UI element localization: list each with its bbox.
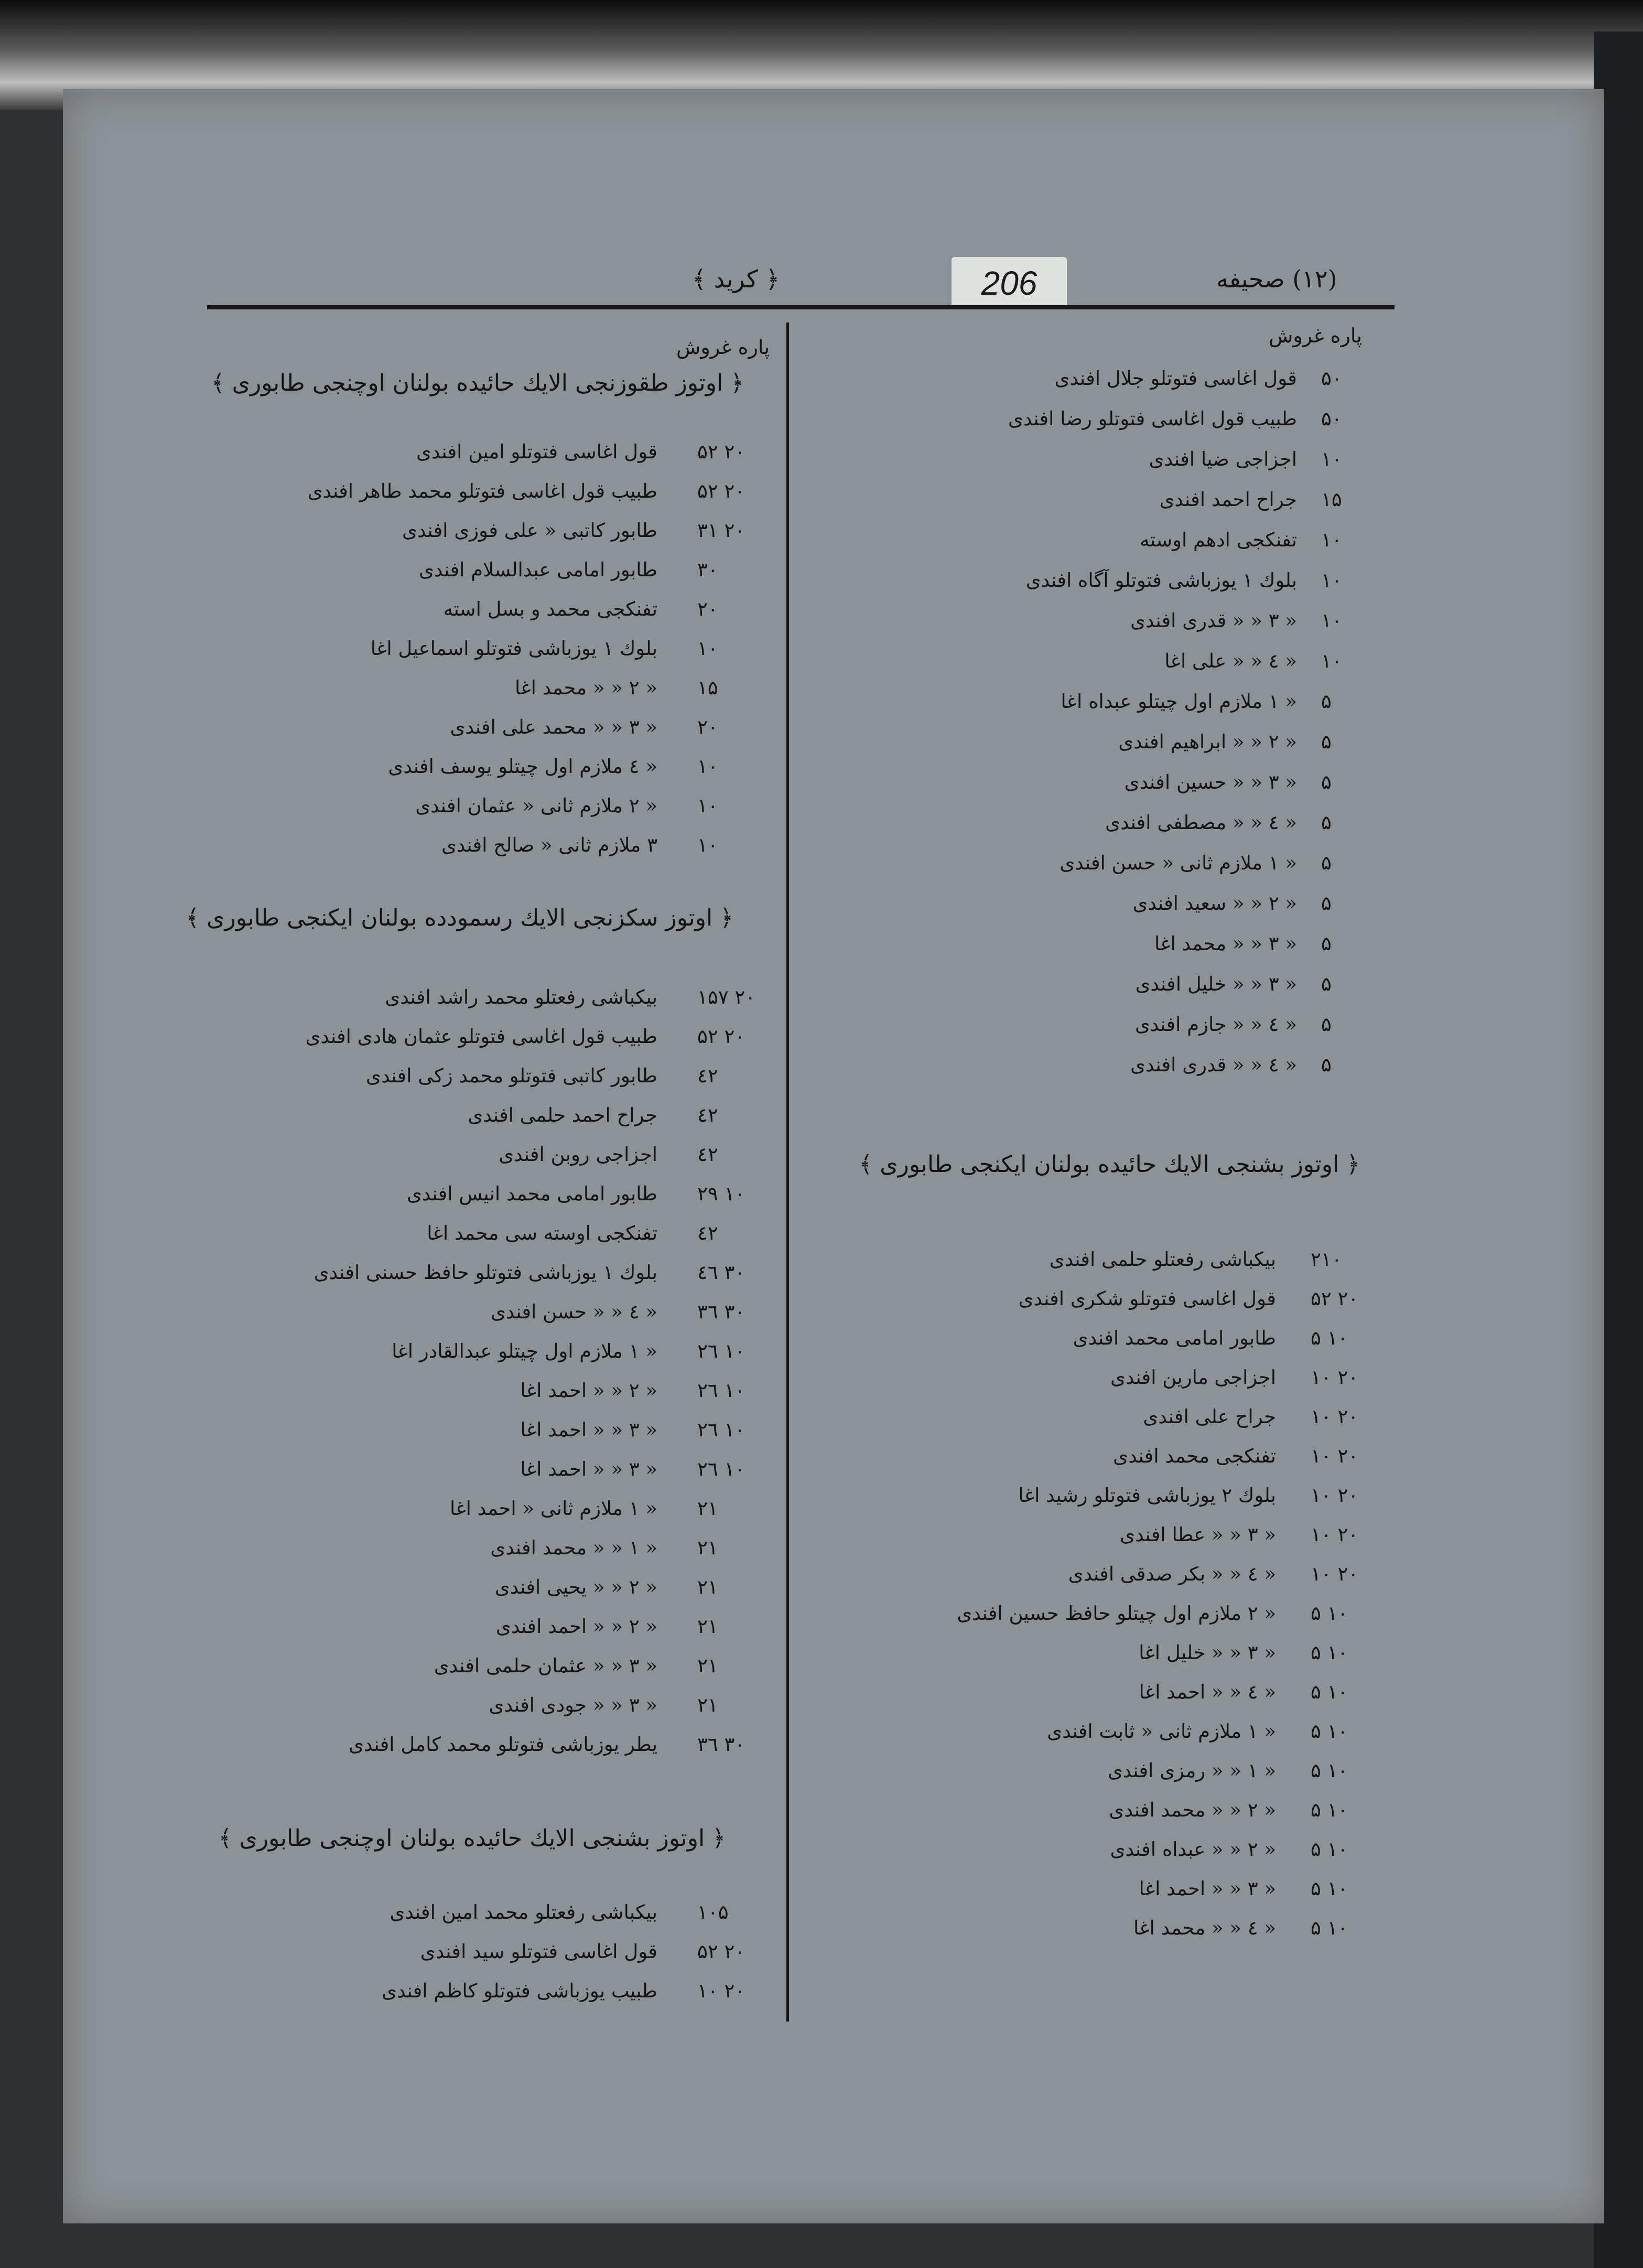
- list-item-name: « ۱ ملازم ثانی « ثابت افندی: [1047, 1720, 1276, 1743]
- list-item-name: جراح احمد حلمی افندی: [468, 1104, 657, 1126]
- list-item-value: ۱۵: [697, 676, 718, 699]
- list-item-value: ۵: [1321, 932, 1332, 955]
- list-item-value: ۲۰ ۱۰: [1311, 1405, 1359, 1428]
- list-item-value: ۱۰: [1321, 609, 1342, 632]
- list-item-value: ۱۰ ۵: [1311, 1327, 1348, 1349]
- list-item-name: جراح علی افندی: [1143, 1405, 1276, 1428]
- list-item-value: ۵: [1321, 973, 1332, 995]
- list-item-value: ۲۰ ۱۰: [1311, 1445, 1359, 1467]
- list-item-value: ۱۰ ۵: [1311, 1641, 1348, 1664]
- list-item-value: ۱۰ ۲٦: [697, 1340, 745, 1362]
- list-item-name: طابور امامی محمد افندی: [1073, 1327, 1276, 1349]
- list-item-value: ۲۰ ۱۰: [1311, 1563, 1359, 1585]
- list-item-value: ۲۰: [697, 598, 718, 620]
- list-item-name: « ٤ « « قدری افندی: [1130, 1054, 1297, 1076]
- list-item-name: « ۳ « « قدری افندی: [1130, 609, 1297, 632]
- list-item-value: ۱۰ ۵: [1311, 1720, 1348, 1743]
- list-item-value: ۳۰: [697, 558, 718, 581]
- list-item-value: ۱۰ ۵: [1311, 1602, 1348, 1625]
- list-item-value: ۵: [1321, 1054, 1332, 1076]
- list-item-name: قول اغاسی فتوتلو امین افندی: [416, 440, 657, 463]
- list-item-name: « ٤ « « مصطفی افندی: [1105, 811, 1297, 834]
- list-item-name: « ۲ ملازم ثانی « عثمان افندی: [415, 794, 657, 817]
- list-item-value: ۲۱۰: [1311, 1248, 1342, 1271]
- list-item-value: ۵: [1321, 1013, 1332, 1036]
- list-item-name: « ٤ « « احمد اغا: [1139, 1681, 1276, 1703]
- list-item-value: ۱۵: [1321, 488, 1342, 511]
- list-item-value: ۵: [1321, 690, 1332, 713]
- list-item-name: بلوك ۱ یوزباشی فتوتلو اسماعیل اغا: [370, 637, 657, 660]
- list-item-value: ۱۰: [1321, 650, 1342, 672]
- running-title: ﴿ کرید ﴾: [692, 265, 780, 293]
- list-item-value: ۱۰: [697, 755, 718, 778]
- list-item-value: ٤۲: [697, 1104, 718, 1126]
- list-item-value: ۳۰ ۳٦: [697, 1733, 745, 1756]
- list-item-name: بیكباشی رفعتلو حلمی افندی: [1049, 1248, 1276, 1271]
- list-item-name: « ۳ « « خلیل اغا: [1139, 1641, 1276, 1664]
- list-item-value: ۲۰ ۳۱: [697, 519, 745, 542]
- list-item-value: ۱۰ ۲٦: [697, 1418, 745, 1441]
- list-item-value: ۵: [1321, 730, 1332, 753]
- list-item-value: ۱۰: [697, 637, 718, 660]
- list-item-name: « ۳ « « خلیل افندی: [1135, 973, 1297, 995]
- list-item-value: ۲۰ ۱۰: [1311, 1523, 1359, 1546]
- list-item-name: یطر یوزباشی فتوتلو محمد كامل افندی: [349, 1733, 657, 1756]
- list-item-name: « ۳ « « محمد اغا: [1154, 932, 1297, 955]
- list-item-value: ۲۰ ۵۲: [697, 480, 745, 502]
- header-rule: [207, 305, 1395, 309]
- list-item-value: ٤۲: [697, 1065, 718, 1087]
- list-item-value: ۱۰ ۲٦: [697, 1379, 745, 1402]
- list-item-name: « ۲ « « سعید افندی: [1132, 892, 1297, 915]
- list-item-value: ۲۰ ۱۵۷: [697, 986, 756, 1008]
- page-label: (۱۲) صحیفه: [1216, 265, 1337, 293]
- list-item-value: ۱۰ ۲٦: [697, 1458, 745, 1480]
- list-item-name: « ۳ « « احمد اغا: [520, 1458, 657, 1480]
- list-item-name: « ۳ « « حسین افندی: [1124, 771, 1297, 793]
- list-item-value: ٤۲: [697, 1222, 718, 1244]
- list-item-value: ۱۰ ۵: [1311, 1917, 1348, 1939]
- list-item-value: ۵: [1321, 892, 1332, 915]
- list-item-value: ۲۱: [697, 1654, 718, 1677]
- list-item-name: « ۱ ملازم ثانی « احمد اغا: [450, 1497, 657, 1520]
- list-item-name: « ۲ « « احمد اغا: [520, 1379, 657, 1402]
- list-item-name: « ۱ « « رمزی افندی: [1107, 1759, 1276, 1782]
- list-item-name: « ۳ « « عثمان حلمی افندی: [434, 1654, 657, 1677]
- list-item-value: ۵۰: [1321, 367, 1342, 390]
- list-item-name: « ۱ ملازم اول چیتلو عبداه اغا: [1061, 690, 1297, 713]
- list-item-value: ۱۰ ۵: [1311, 1838, 1348, 1861]
- list-item-name: « ۱ ملازم ثانی « حسن افندی: [1060, 852, 1297, 874]
- document-page: [63, 89, 1604, 2223]
- list-item-name: طابور امامی محمد انیس افندی: [406, 1183, 657, 1205]
- list-item-value: ۲۰ ۵۲: [1311, 1287, 1359, 1310]
- list-item-value: ۱۰ ۵: [1311, 1799, 1348, 1821]
- list-item-name: طبیب قول اغاسی فتوتلو محمد طاهر افندی: [307, 480, 657, 502]
- list-item-name: طابور كاتبی فتوتلو محمد زكی افندی: [366, 1065, 657, 1087]
- list-item-name: « ٤ « « حسن افندی: [490, 1300, 657, 1323]
- list-item-name: بیكباشی رفعتلو محمد امین افندی: [390, 1901, 657, 1923]
- list-item-name: تفنكجی اوسته سی محمد اغا: [427, 1222, 657, 1244]
- list-item-name: « ۱ ملازم اول چیتلو عبدالقادر اغا: [392, 1340, 657, 1362]
- list-item-name: بلوك ۲ یوزباشی فتوتلو رشید اغا: [1018, 1484, 1276, 1507]
- list-item-name: « ٤ « « جازم افندی: [1134, 1013, 1297, 1036]
- list-item-name: تفنكجی محمد افندی: [1113, 1445, 1276, 1467]
- section-heading: ﴿ اوتوز بشنجی الایك حائیده بولنان ایكنجی طابوری ﴾: [859, 1151, 1360, 1178]
- list-item-name: « ۳ « « احمد اغا: [520, 1418, 657, 1441]
- list-item-value: ۲۱: [697, 1536, 718, 1559]
- left-column-currency-label: پاره غروش: [676, 336, 770, 359]
- list-item-value: ۳۰ ٤٦: [697, 1261, 745, 1284]
- list-item-name: « ٤ ملازم اول چیتلو یوسف افندی: [388, 755, 657, 778]
- list-item-value: ۱۰: [697, 834, 718, 856]
- list-item-value: ۵: [1321, 852, 1332, 874]
- list-item-name: « ۲ « « یحیی افندی: [494, 1576, 657, 1598]
- list-item-name: بیكباشی رفعتلو محمد راشد افندی: [385, 986, 657, 1008]
- list-item-name: اجزاجی ضیا افندی: [1149, 448, 1297, 470]
- list-item-name: طابور كاتبی « علی فوزی افندی: [402, 519, 657, 542]
- list-item-value: ۱۰: [1321, 448, 1342, 470]
- list-item-value: ۲۱: [697, 1576, 718, 1598]
- list-item-name: اجزاجی روبن افندی: [499, 1143, 657, 1166]
- section-heading: ﴿ اوتوز بشنجی الایك حائیده بولنان اوچنجی طابوری ﴾: [218, 1825, 726, 1852]
- list-item-value: ۱۰ ۵: [1311, 1877, 1348, 1900]
- list-item-name: « ۲ « « احمد افندی: [495, 1615, 657, 1638]
- list-item-name: « ۲ « « محمد اغا: [514, 676, 657, 699]
- list-item-value: ۲۰ ۵۲: [697, 1025, 745, 1048]
- list-item-value: ۲۰ ۱۰: [697, 1980, 745, 2002]
- list-item-name: طبیب قول اغاسی فتوتلو رضا افندی: [1008, 407, 1297, 430]
- list-item-name: اجزاجی مارین افندی: [1110, 1366, 1276, 1389]
- list-item-value: ۱۰: [697, 794, 718, 817]
- list-item-value: ۲۱: [697, 1615, 718, 1638]
- column-divider: [786, 323, 789, 2022]
- list-item-name: « ۳ « « محمد علی افندی: [450, 716, 657, 738]
- list-item-value: ۲۰ ۱۰: [1311, 1484, 1359, 1507]
- list-item-value: ۲۰ ۵۲: [697, 1940, 745, 1963]
- list-item-name: « ۳ « « جودی افندی: [489, 1694, 657, 1716]
- list-item-value: ۲۰: [697, 716, 718, 738]
- list-item-name: بلوك ۱ یوزباشی فتوتلو حافظ حسنی افندی: [314, 1261, 657, 1284]
- list-item-value: ۵: [1321, 771, 1332, 793]
- list-item-value: ۱۰ ۵: [1311, 1759, 1348, 1782]
- list-item-name: « ۱ « « محمد افندی: [490, 1536, 657, 1559]
- archive-stamp-number: 206: [952, 257, 1067, 309]
- list-item-value: ۵۰: [1321, 407, 1342, 430]
- list-item-name: « ٤ « « محمد اغا: [1133, 1917, 1276, 1939]
- list-item-name: ۳ ملازم ثانی « صالح افندی: [441, 834, 657, 856]
- list-item-name: قول اغاسی فتوتلو سید افندی: [420, 1940, 657, 1963]
- list-item-value: ۲۱: [697, 1694, 718, 1716]
- list-item-name: « ٤ « « بكر صدقی افندی: [1068, 1563, 1276, 1585]
- list-item-value: ۲۱: [697, 1497, 718, 1520]
- list-item-name: قول اغاسی فتوتلو جلال افندی: [1054, 367, 1297, 390]
- list-item-value: ۱۰: [1321, 569, 1342, 592]
- list-item-value: ۱۰۵: [697, 1901, 729, 1923]
- section-heading: ﴿ اوتوز طقوزنجی الایك حائیده بولنان اوچنجی طابوری ﴾: [211, 370, 744, 396]
- list-item-value: ۵: [1321, 811, 1332, 834]
- list-item-value: ٤۲: [697, 1143, 718, 1166]
- list-item-value: ۱۰ ۲۹: [697, 1183, 745, 1205]
- list-item-name: تفنکجی ادهم اوسته: [1140, 529, 1297, 551]
- list-item-name: طبیب قول اغاسی فتوتلو عثمان هادی افندی: [305, 1025, 657, 1048]
- right-column-currency-label: پاره غروش: [1269, 324, 1363, 347]
- list-item-value: ۳۰ ۳٦: [697, 1300, 745, 1323]
- list-item-name: تفنكجی محمد و بسل استه: [443, 598, 657, 620]
- list-item-name: قول اغاسی فتوتلو شكری افندی: [1018, 1287, 1276, 1310]
- list-item-value: ۱۰: [1321, 529, 1342, 551]
- list-item-name: « ٤ « « علی اغا: [1164, 650, 1297, 672]
- list-item-name: « ۲ « « ابراهیم افندی: [1118, 730, 1297, 753]
- list-item-name: « ۲ « « محمد افندی: [1109, 1799, 1276, 1821]
- list-item-name: « ۳ « « احمد اغا: [1139, 1877, 1276, 1900]
- list-item-value: ۲۰ ۵۲: [697, 440, 745, 463]
- list-item-name: « ۲ « « عبداه افندی: [1110, 1838, 1276, 1861]
- list-item-value: ۲۰ ۱۰: [1311, 1366, 1359, 1389]
- section-heading: ﴿ اوتوز سكزنجی الایك رسمودده بولنان ایكنجی طابوری ﴾: [186, 905, 733, 931]
- list-item-name: « ۳ « « عطا افندی: [1120, 1523, 1276, 1546]
- list-item-name: طابور امامی عبدالسلام افندی: [418, 558, 657, 581]
- list-item-name: بلوك ۱ یوزباشی فتوتلو آگاه افندی: [1025, 569, 1297, 592]
- list-item-name: جراح احمد افندی: [1159, 488, 1297, 511]
- list-item-name: « ۲ ملازم اول چیتلو حافظ حسین افندی: [957, 1602, 1276, 1625]
- list-item-value: ۱۰ ۵: [1311, 1681, 1348, 1703]
- list-item-name: طبیب یوزباشی فتوتلو كاظم افندی: [382, 1980, 657, 2002]
